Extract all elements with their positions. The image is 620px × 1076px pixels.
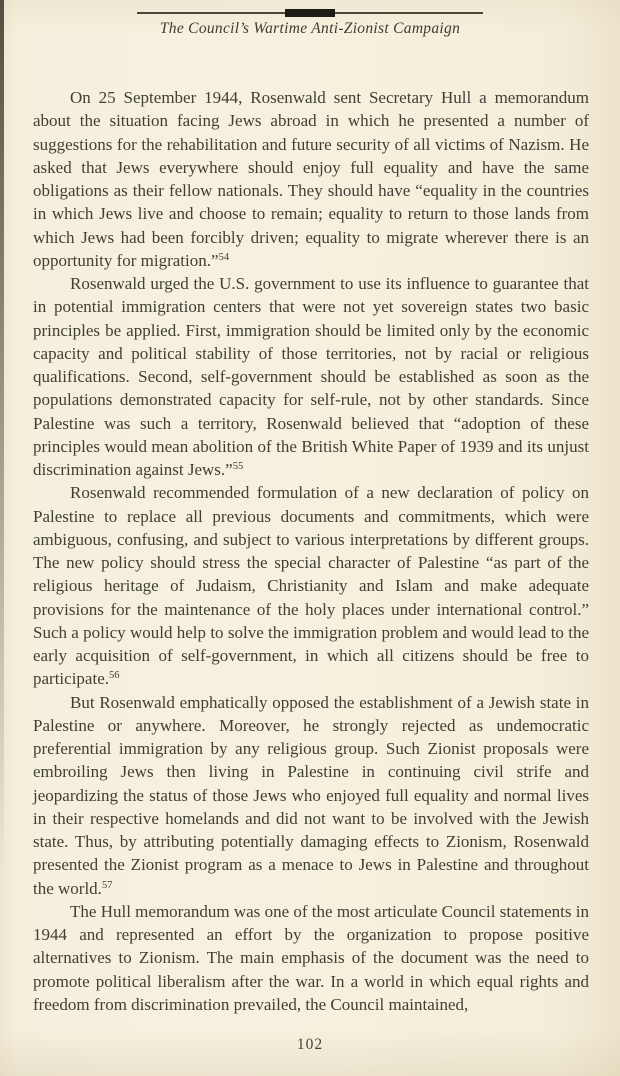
- paragraph-text: But Rosenwald emphatically opposed the establishment of a Jewish state in Palestine or anywhere. Moreover, he strongly rejected as undemocratic preferential immigration by any religious group. Such Zionist proposals were embroiling Jews then living in Palestine in continuing civil strife and jeopardizing the status of those Jews who enjoyed full equality and normal lives in their respective homelands and did not want to be involved with the Jewish state. Thus, by attributing potentially damaging effects to Zionism, Rosenwald presented the Zionist program as a menace to Jews in Palestine and throughout the world.: [33, 692, 589, 898]
- page-body: [33, 86, 589, 1016]
- paragraph: [33, 900, 589, 1016]
- footnote-marker: 55: [232, 461, 244, 472]
- footnote-marker: 54: [218, 251, 230, 263]
- paragraph-text: Rosenwald recommended formulation of a new declaration of policy on Palestine to replace all previous documents and commitments, which were ambiguous, confusing, and subject to various interpretations by different groups. The new policy should stress the special character of Palestine “as part of the religious heritage of Judaism, Christianity and Islam and make adequate provisions for the maintenance of the holy places under international control.” Such a policy would help to solve the immigration problem and would lead to the early acquisition of self-government, in which all citizens should be free to participate.: [33, 483, 589, 689]
- page-number: 102: [296, 1036, 324, 1053]
- paragraph: [33, 481, 589, 690]
- paragraph-text: Rosenwald urged the U.S. government to use its influence to guarantee that in potential immigration centers that were not yet sovereign states two basic principles be applied. First, immigration should be limited only by the economic capacity and political stability of those territories, not by racial or religious qualifications. Second, self-government should be established as soon as the populations demonstrated capacity for self-rule, not by other standards. Since Palestine was such a territory, Rosenwald believed that “adoption of these principles would mean abolition of the British White Paper of 1939 and its unjust discrimination against Jews.”: [33, 274, 589, 479]
- page-gutter-shadow: [0, 0, 4, 880]
- header-rule: [137, 12, 483, 14]
- footnote-marker: 57: [101, 879, 113, 891]
- footnote-marker: 56: [109, 670, 120, 682]
- paragraph-text: The Hull memorandum was one of the most articulate Council statements in 1944 and represented an effort by the organization to propose positive alternatives to Zionism. The main emphasis of the document was the need to promote political liberalism after the war. In a world in which equal rights and freedom from discrimination prevailed, the Council maintained,: [33, 901, 589, 1014]
- header-rule-ornament: [285, 9, 335, 17]
- paragraph: [33, 272, 589, 481]
- paragraph: [33, 86, 589, 272]
- paragraph-text: On 25 September 1944, Rosenwald sent Secretary Hull a memorandum about the situation facing Jews abroad in which he presented a number of suggestions for the rehabilitation and future security of all victims of Nazism. He asked that Jews everywhere should enjoy full equality and have the same obligations as their fellow nationals. They should have “equality in the countries in which Jews live and choose to remain; equality to return to those lands from which Jews had been forcibly driven; equality to migrate wherever there is an opportunity for migration.”: [33, 88, 589, 270]
- paragraph: [33, 691, 589, 900]
- running-header: The Council’s Wartime Anti-Zionist Campaign: [159, 20, 461, 37]
